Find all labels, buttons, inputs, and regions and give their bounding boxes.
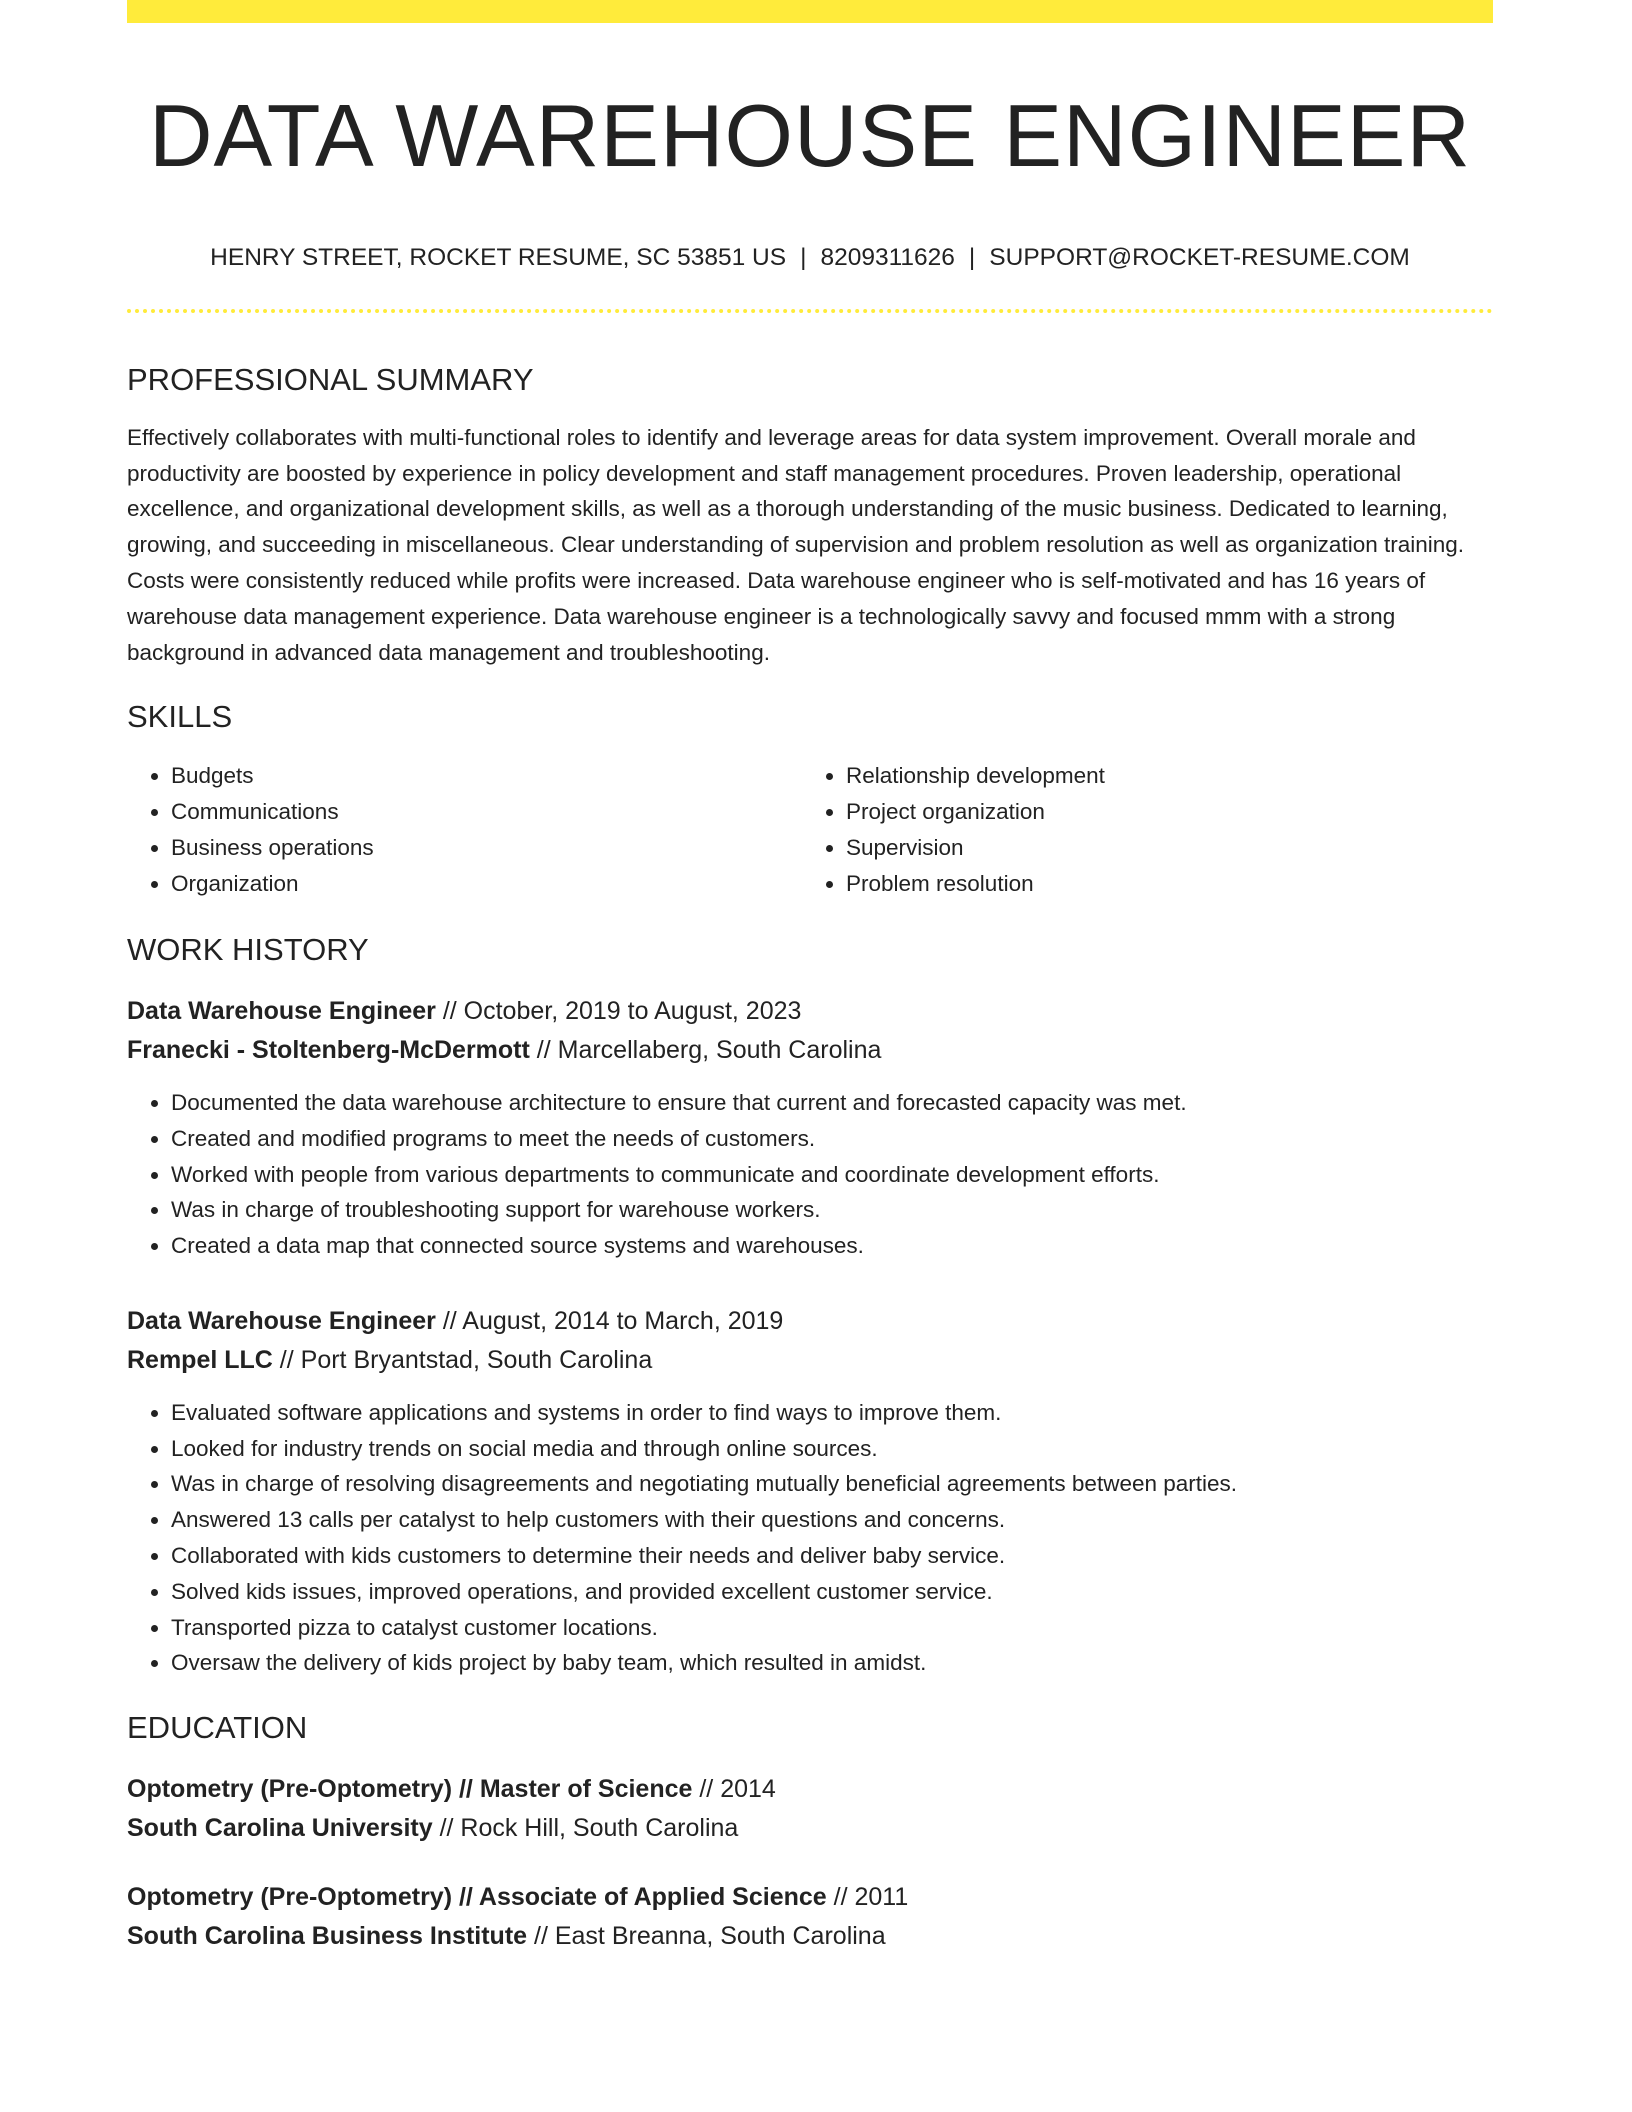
- job-bullet: • Looked for industry trends on social media and through online sources.: [171, 1431, 1493, 1467]
- skill-item: • Supervision: [846, 830, 1477, 866]
- skills-column-left: [127, 758, 802, 903]
- job-company-line: [127, 1341, 1493, 1380]
- skill-item: • Relationship development: [846, 758, 1477, 794]
- contact-address: HENRY STREET, ROCKET RESUME, SC 53851 US: [210, 244, 787, 272]
- contact-email: SUPPORT@ROCKET-RESUME.COM: [989, 244, 1410, 272]
- job-bullet: • Transported pizza to catalyst customer locations.: [171, 1610, 1493, 1646]
- job-company: Franecki - Stoltenberg-McDermott: [127, 1035, 530, 1064]
- contact-line: [127, 243, 1493, 272]
- skills-column-right: [802, 758, 1477, 903]
- education-school-line: [127, 1917, 1493, 1956]
- job-title-line: [127, 1302, 1493, 1341]
- accent-top-bar: [127, 0, 1493, 23]
- job-company: Rempel LLC: [127, 1345, 273, 1374]
- summary-text: Effectively collaborates with multi-functional roles to identify and leverage areas for data system improvement. Overall morale and productivity are boosted by experience in policy development and staff management procedures. Proven leadership, operational excellence, and organizational development skills, as well as a thorough understanding of the music business. Dedicated to learning, growing, and succeeding in miscellaneous. Clear understanding of supervision and problem resolution as well as organization training. Costs were consistently reduced while profits were increased. Data warehouse engineer who is self-motivated and has 16 years of warehouse data management experience. Data warehouse engineer is a technologically savvy and focused mmm with a strong background in advanced data management and troubleshooting.: [127, 424, 1465, 665]
- job-company-line: [127, 1031, 1493, 1070]
- job-bullet: • Worked with people from various departments to communicate and coordinate development efforts.: [171, 1157, 1493, 1193]
- education-school: South Carolina Business Institute: [127, 1922, 528, 1951]
- education-heading: EDUCATION: [127, 1710, 308, 1746]
- job-bullet: • Answered 13 calls per catalyst to help customers with their questions and concerns.: [171, 1502, 1493, 1538]
- skill-item: • Communications: [171, 794, 802, 830]
- job-dates: // October, 2019 to August, 2023: [435, 996, 802, 1025]
- education-entry: [127, 1878, 1493, 1956]
- education-degree: Optometry (Pre-Optometry) // Master of Science: [127, 1775, 693, 1804]
- job-title: Data Warehouse Engineer: [127, 996, 436, 1025]
- job-bullet: • Collaborated with kids customers to determine their needs and deliver baby service.: [171, 1538, 1493, 1574]
- education-year: // 2014: [692, 1775, 776, 1804]
- dotted-divider: [127, 309, 1493, 313]
- job-location: // Marcellaberg, South Carolina: [529, 1035, 882, 1064]
- education-year: // 2011: [826, 1883, 909, 1912]
- resume-page: [127, 0, 1493, 1956]
- job-bullet: • Created and modified programs to meet the needs of customers.: [171, 1121, 1493, 1157]
- education-school: South Carolina University: [127, 1814, 433, 1843]
- work-history-heading: WORK HISTORY: [127, 931, 369, 967]
- education-entry: [127, 1770, 1493, 1848]
- job-bullet: • Oversaw the delivery of kids project by baby team, which resulted in amidst.: [171, 1645, 1493, 1681]
- education-location: // East Breanna, South Carolina: [527, 1922, 886, 1951]
- job-location: // Port Bryantstad, South Carolina: [272, 1345, 653, 1374]
- job-bullet: • Created a data map that connected source systems and warehouses.: [171, 1228, 1493, 1264]
- skills-list: [127, 758, 1493, 903]
- education-location: // Rock Hill, South Carolina: [432, 1814, 739, 1843]
- job-bullet: • Documented the data warehouse architecture to ensure that current and forecasted capacity was met.: [171, 1085, 1493, 1121]
- resume-name: DATA WAREHOUSE ENGINEER: [149, 86, 1471, 185]
- contact-phone: 8209311626: [820, 244, 955, 272]
- education-school-line: [127, 1809, 1493, 1848]
- contact-separator: |: [800, 244, 807, 272]
- education-degree: Optometry (Pre-Optometry) // Associate of Applied Science: [127, 1883, 827, 1912]
- job-entry: [127, 1302, 1493, 1681]
- job-bullets: [127, 1395, 1493, 1681]
- skill-item: • Business operations: [171, 830, 802, 866]
- skill-item: • Problem resolution: [846, 866, 1477, 902]
- skill-item: • Project organization: [846, 794, 1477, 830]
- job-bullet: • Solved kids issues, improved operations, and provided excellent customer service.: [171, 1574, 1493, 1610]
- education-degree-line: [127, 1878, 1493, 1917]
- education-degree-line: [127, 1770, 1493, 1809]
- contact-separator: |: [968, 244, 976, 272]
- job-bullet: • Evaluated software applications and systems in order to find ways to improve them.: [171, 1395, 1493, 1431]
- job-bullet: • Was in charge of resolving disagreements and negotiating mutually beneficial agreements between parties.: [171, 1466, 1493, 1502]
- skills-heading: SKILLS: [127, 699, 233, 735]
- job-bullets: [127, 1085, 1493, 1264]
- job-title-line: [127, 992, 1493, 1031]
- job-dates: // August, 2014 to March, 2019: [435, 1306, 784, 1335]
- skill-item: • Organization: [171, 866, 802, 902]
- summary-heading: PROFESSIONAL SUMMARY: [127, 361, 534, 397]
- job-bullet: • Was in charge of troubleshooting support for warehouse workers.: [171, 1192, 1493, 1228]
- skill-item: • Budgets: [171, 758, 802, 794]
- job-title: Data Warehouse Engineer: [127, 1306, 436, 1335]
- job-entry: [127, 992, 1493, 1264]
